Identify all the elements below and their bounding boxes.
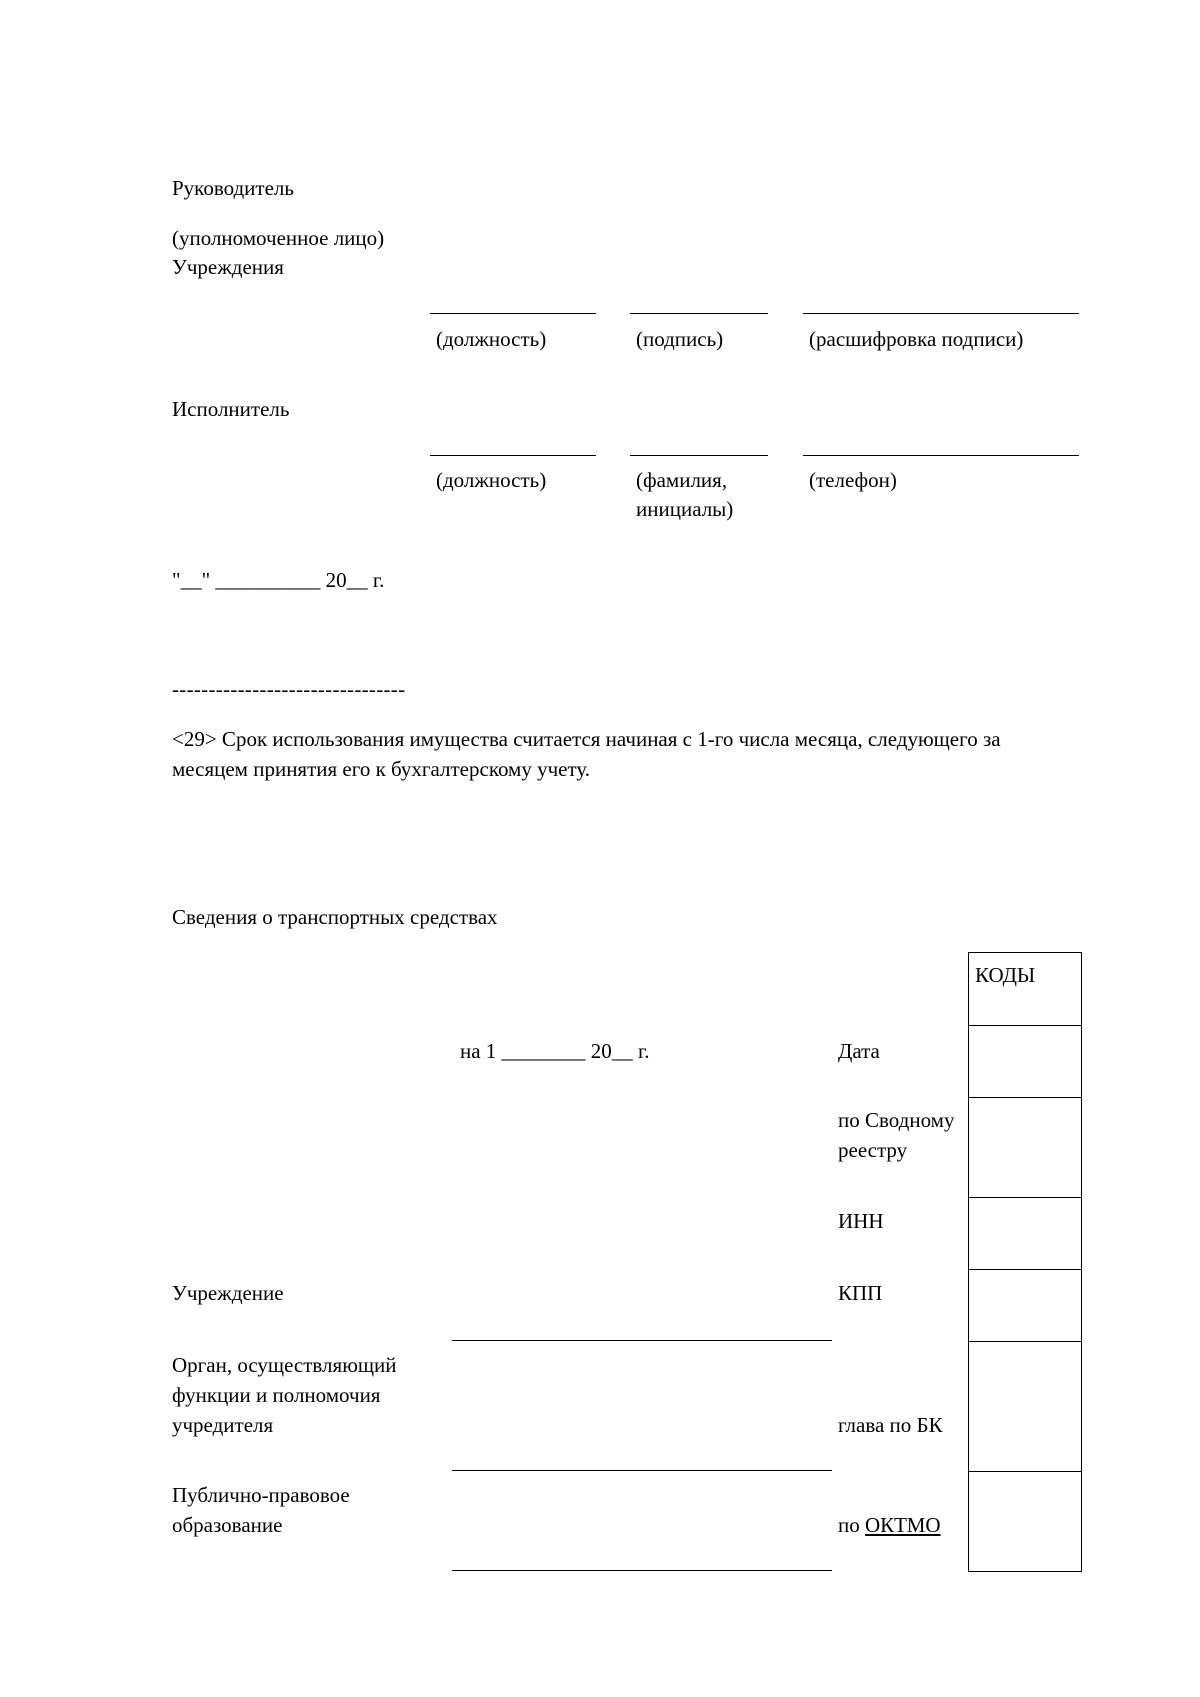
- label-bk-chapter: глава по БК: [838, 1413, 943, 1437]
- label-date: Дата: [838, 1039, 880, 1063]
- executor-caption-name-line1: (фамилия,: [636, 468, 728, 492]
- code-cell-date[interactable]: [969, 1025, 1081, 1097]
- head-caption-position: (должность): [436, 327, 547, 351]
- field-institution-line[interactable]: [452, 1340, 832, 1341]
- head-caption-decoding: (расшифровка подписи): [809, 327, 1024, 351]
- code-cell-oktmo[interactable]: [969, 1471, 1081, 1571]
- field-founder-label-line3: учредителя: [172, 1413, 274, 1437]
- code-cell-inn[interactable]: [969, 1197, 1081, 1269]
- label-oktmo-prefix: по: [838, 1513, 860, 1537]
- head-caption-signature: (подпись): [636, 327, 724, 351]
- code-cell-registry[interactable]: [969, 1097, 1081, 1197]
- executor-caption-name-line2: инициалы): [636, 497, 734, 521]
- label-registry-line1: по Сводному: [838, 1108, 955, 1132]
- field-founder-label-line1: Орган, осуществляющий: [172, 1353, 397, 1377]
- head-decoding-line[interactable]: [803, 313, 1079, 314]
- executor-caption-position: (должность): [436, 468, 547, 492]
- codes-table: [968, 952, 1082, 1572]
- head-subtitle-line2: Учреждения: [172, 255, 284, 279]
- field-founder-line[interactable]: [452, 1470, 832, 1471]
- code-cell-kpp[interactable]: [969, 1269, 1081, 1341]
- executor-title: Исполнитель: [172, 397, 290, 421]
- executor-caption-phone: (телефон): [809, 468, 897, 492]
- codes-header: КОДЫ: [975, 963, 1036, 987]
- label-inn: ИНН: [838, 1209, 884, 1233]
- field-founder-label-line2: функции и полномочия: [172, 1383, 381, 1407]
- label-kpp: КПП: [838, 1281, 883, 1305]
- executor-name-line[interactable]: [630, 455, 768, 456]
- head-title: Руководитель: [172, 176, 294, 200]
- field-public-entity-line[interactable]: [452, 1570, 832, 1571]
- label-registry-line2: реестру: [838, 1138, 908, 1162]
- footnote-line2: месяцем принятия его к бухгалтерскому учету.: [172, 757, 591, 781]
- executor-position-line[interactable]: [430, 455, 596, 456]
- code-cell-bk-chapter[interactable]: [969, 1341, 1081, 1471]
- field-institution-label: Учреждение: [172, 1281, 284, 1305]
- footnote-separator: --------------------------------: [172, 677, 406, 701]
- oktmo-link[interactable]: ОКТМО: [865, 1513, 941, 1537]
- field-public-entity-label-line2: образование: [172, 1513, 283, 1537]
- signature-date: "__" __________ 20__ г.: [172, 568, 385, 592]
- footnote-line1: <29> Срок использования имущества считается начиная с 1-го числа месяца, следующего за: [172, 727, 1001, 751]
- field-public-entity-label-line1: Публично-правовое: [172, 1483, 350, 1507]
- as-of-date: на 1 ________ 20__ г.: [460, 1039, 650, 1063]
- head-subtitle-line1: (уполномоченное лицо): [172, 226, 385, 250]
- label-oktmo: [838, 1510, 941, 1540]
- head-signature-line[interactable]: [630, 313, 768, 314]
- head-position-line[interactable]: [430, 313, 596, 314]
- executor-phone-line[interactable]: [803, 455, 1079, 456]
- form-title: Сведения о транспортных средствах: [172, 905, 498, 929]
